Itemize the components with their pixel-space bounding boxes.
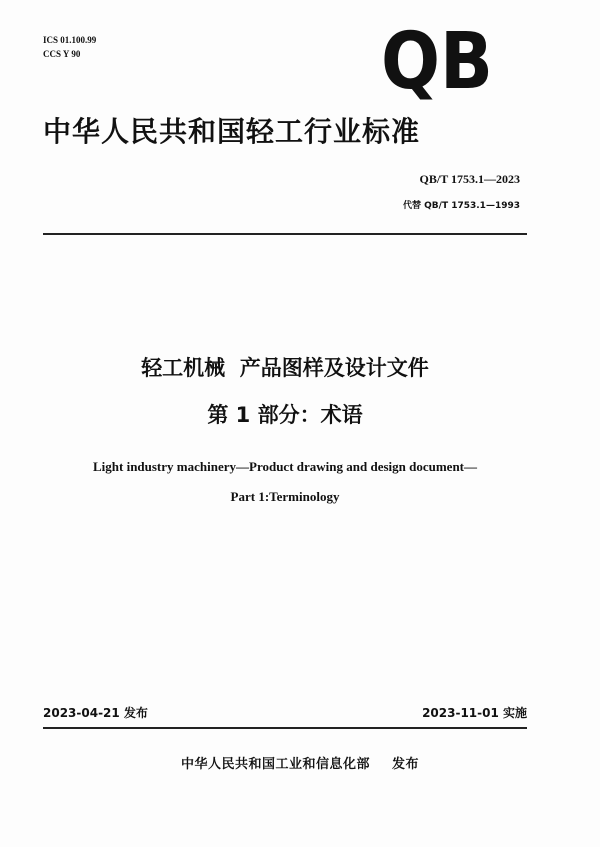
ccs-code: CCS Y 90 — [43, 49, 81, 59]
classification-codes — [43, 33, 96, 61]
ics-code: ICS 01.100.99 — [43, 35, 97, 45]
top-divider — [43, 233, 527, 235]
implementation-date: 2023-11-01 实施 — [422, 706, 527, 720]
qb-logo-text: QB — [381, 20, 493, 100]
english-title-line-1: Light industry machinery—Product drawing and design document— — [92, 459, 478, 474]
standard-category-title: 中华人民共和国轻工行业标准 — [43, 115, 421, 148]
issue-date: 2023-04-21 发布 — [43, 706, 148, 720]
english-title-line-2: Part 1:Terminology — [230, 489, 340, 504]
qb-logo — [380, 20, 495, 100]
replaced-standard: 代替 QB/T 1753.1—1993 — [403, 201, 520, 211]
chinese-title-line-2: 第 1 部分：术语 — [207, 403, 363, 427]
publisher-line — [0, 753, 600, 772]
publisher-name: 中华人民共和国工业和信息化部 — [180, 757, 370, 772]
standard-number: QB/T 1753.1—2023 — [419, 172, 520, 186]
publish-label: 发布 — [392, 757, 420, 772]
bottom-divider — [43, 727, 527, 729]
chinese-title-line-1: 轻工机械 产品图样及设计文件 — [141, 356, 429, 380]
